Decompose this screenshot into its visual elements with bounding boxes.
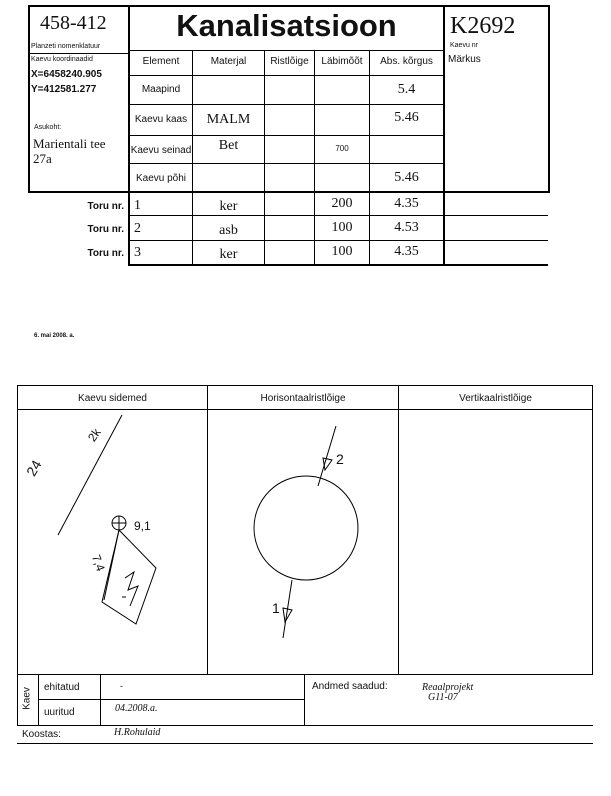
col-title-horizontal: Horisontaalristlõige xyxy=(260,393,346,404)
col-header-diameter: Läbimõõt xyxy=(321,56,363,67)
built-label: ehitatud xyxy=(44,682,80,693)
pipe-2-material: asb xyxy=(219,223,238,238)
sketch-label-b: 2k xyxy=(84,425,104,445)
pipe-1-height: 4.35 xyxy=(394,196,419,211)
pipe-3-height: 4.35 xyxy=(394,244,419,259)
source-label: Andmed saadud: xyxy=(312,681,388,692)
page-title: Kanalisatsioon xyxy=(176,8,397,43)
pipe-3-no: 3 xyxy=(134,245,141,260)
pipe-1-label: Toru nr. xyxy=(87,201,124,212)
pipe-1-diameter: 200 xyxy=(331,196,353,211)
well-number: K2692 xyxy=(450,13,516,39)
pipe-1-no: 1 xyxy=(134,198,141,213)
source-value-line1: Reaalprojekt xyxy=(422,682,474,693)
col-title-vertical: Vertikaalristlõige xyxy=(459,393,532,404)
pipe-2-diameter: 100 xyxy=(331,220,353,235)
kaev-label: Kaev xyxy=(21,687,33,710)
location-value: Marientali tee 27a xyxy=(33,136,106,166)
sketch-label-d: 7,4 xyxy=(88,552,108,574)
pipe-3-diameter: 100 xyxy=(331,244,353,259)
surveyed-label: uuritud xyxy=(44,707,75,718)
coord-y: Y=412581.277 xyxy=(31,84,97,95)
row-material-cover: MALM xyxy=(206,112,251,127)
sketch-label-c: 9,1 xyxy=(134,519,151,533)
row-label-cover: Kaevu kaas xyxy=(134,114,188,125)
coord-x: X=6458240.905 xyxy=(31,69,102,80)
built-value: - xyxy=(120,681,123,691)
location-label: Asukoht: xyxy=(34,124,62,131)
row-label-bottom: Kaevu põhi xyxy=(135,173,187,184)
row-label-ground: Maapind xyxy=(141,84,181,95)
sketch-label-a: 24 xyxy=(22,457,45,479)
source-value-line2: G11-07 xyxy=(428,692,458,703)
author-label: Koostas: xyxy=(22,729,61,740)
col-header-cross: Ristlõige xyxy=(270,56,309,67)
map-code-label: Planzeti nomenklatuur xyxy=(31,43,101,50)
horiz-label-bottom: 1 xyxy=(272,600,280,616)
row-label-walls: Kaevu seinad xyxy=(130,145,192,156)
col-header-element: Element xyxy=(142,56,180,67)
row-diameter-walls: 700 xyxy=(335,144,349,153)
row-height-ground: 5.4 xyxy=(397,82,416,97)
pipe-3-material: ker xyxy=(219,247,238,262)
surveyed-value: 04.2008.a. xyxy=(115,703,158,714)
coords-label: Kaevu koordinaadid xyxy=(31,56,93,63)
col-header-material: Materjal xyxy=(210,56,247,67)
col-title-connections: Kaevu sidemed xyxy=(78,393,147,404)
author-value: H.Rohulaid xyxy=(114,727,161,738)
connections-sketch xyxy=(18,410,207,674)
print-date: 6. mai 2008. a. xyxy=(34,333,75,339)
col-header-height: Abs. kõrgus xyxy=(380,56,433,67)
horizontal-section-sketch xyxy=(208,410,398,674)
pipe-2-height: 4.53 xyxy=(394,220,419,235)
pipe-2-no: 2 xyxy=(134,221,141,236)
well-number-label: Kaevu nr xyxy=(450,42,479,49)
pipe-2-label: Toru nr. xyxy=(87,224,124,235)
row-height-cover: 5.46 xyxy=(394,110,419,125)
horiz-label-top: 2 xyxy=(336,451,344,467)
map-code: 458-412 xyxy=(40,12,107,34)
pipe-3-label: Toru nr. xyxy=(87,248,124,259)
remarks-label: Märkus xyxy=(448,54,481,65)
row-height-bottom: 5.46 xyxy=(394,170,419,185)
pipe-1-material: ker xyxy=(219,199,238,214)
row-material-walls: Bet xyxy=(218,138,239,153)
